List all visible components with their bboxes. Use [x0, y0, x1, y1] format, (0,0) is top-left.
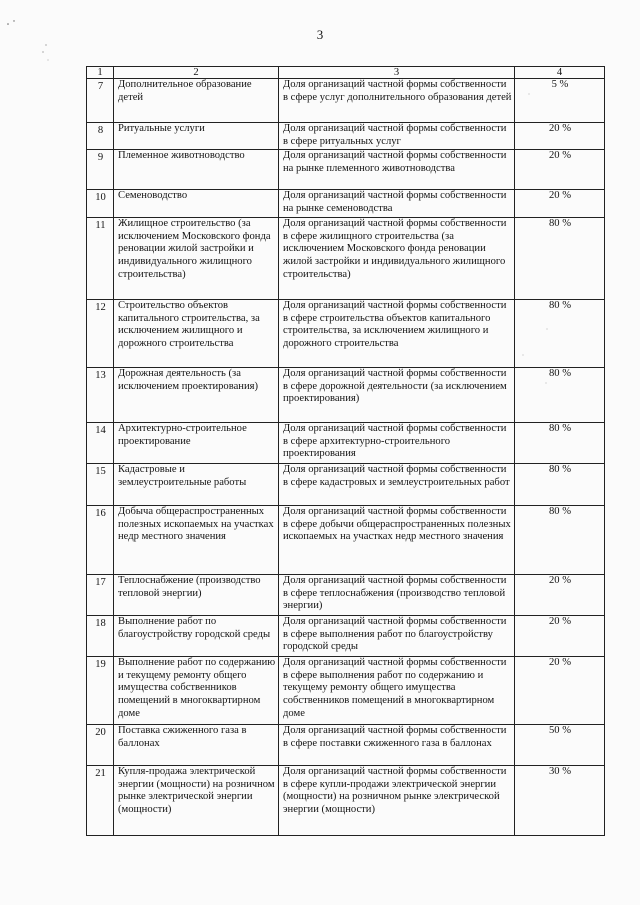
- table-header-row: [87, 67, 605, 79]
- indicator-text: Доля организаций частной формы собственности в сфере теплоснабжения (производство тепловой энергии): [279, 575, 515, 616]
- row-number: 10: [87, 190, 114, 218]
- row-number: 12: [87, 300, 114, 368]
- target-value: 20 %: [515, 575, 605, 616]
- table-row: [87, 766, 605, 836]
- row-number: 21: [87, 766, 114, 836]
- row-number: 14: [87, 423, 114, 464]
- row-number: 9: [87, 150, 114, 190]
- target-value: 80 %: [515, 506, 605, 575]
- market-name: Кадастровые и землеустроительные работы: [114, 464, 279, 506]
- market-name: Племенное животноводство: [114, 150, 279, 190]
- indicator-text: Доля организаций частной формы собственности в сфере дорожной деятельности (за исключением проектирования): [279, 368, 515, 423]
- table-row: [87, 79, 605, 123]
- row-number: 19: [87, 657, 114, 725]
- target-value: 80 %: [515, 300, 605, 368]
- row-number: 17: [87, 575, 114, 616]
- table-row: [87, 423, 605, 464]
- table-row: [87, 575, 605, 616]
- market-name: Архитектурно-строительное проектирование: [114, 423, 279, 464]
- table-row: [87, 464, 605, 506]
- target-value: 80 %: [515, 368, 605, 423]
- indicator-text: Доля организаций частной формы собственности в сфере купли-продажи электрической энергии (мощности) на розничном рынке электрической энергии (мощности): [279, 766, 515, 836]
- row-number: 13: [87, 368, 114, 423]
- market-name: Жилищное строительство (за исключением Московского фонда реновации жилой застройки и индивидуального жилищного строительства): [114, 218, 279, 300]
- row-number: 16: [87, 506, 114, 575]
- table-row: [87, 300, 605, 368]
- indicators-table: [86, 66, 605, 836]
- table-row: [87, 725, 605, 766]
- market-name: Добыча общераспространенных полезных ископаемых на участках недр местного значения: [114, 506, 279, 575]
- target-value: 5 %: [515, 79, 605, 123]
- target-value: 80 %: [515, 218, 605, 300]
- target-value: 50 %: [515, 725, 605, 766]
- market-name: Строительство объектов капитального строительства, за исключением жилищного и дорожного строительства: [114, 300, 279, 368]
- row-number: 20: [87, 725, 114, 766]
- row-number: 8: [87, 123, 114, 150]
- market-name: Выполнение работ по содержанию и текущему ремонту общего имущества собственников помещений в многоквартирном доме: [114, 657, 279, 725]
- target-value: 80 %: [515, 423, 605, 464]
- indicator-text: Доля организаций частной формы собственности в сфере услуг дополнительного образования детей: [279, 79, 515, 123]
- market-name: Дополнительное образование детей: [114, 79, 279, 123]
- market-name: Ритуальные услуги: [114, 123, 279, 150]
- table-row: [87, 657, 605, 725]
- market-name: Поставка сжиженного газа в баллонах: [114, 725, 279, 766]
- target-value: 30 %: [515, 766, 605, 836]
- target-value: 80 %: [515, 464, 605, 506]
- page-number: 3: [316, 27, 324, 42]
- indicator-text: Доля организаций частной формы собственности в сфере поставки сжиженного газа в баллонах: [279, 725, 515, 766]
- market-name: Выполнение работ по благоустройству городской среды: [114, 616, 279, 657]
- indicator-text: Доля организаций частной формы собственности в сфере добычи общераспространенных полезных ископаемых на участках недр местного значения: [279, 506, 515, 575]
- indicator-text: Доля организаций частной формы собственности в сфере выполнения работ по содержанию и текущему ремонту общего имущества собственников помещений в многоквартирном доме: [279, 657, 515, 725]
- target-value: 20 %: [515, 616, 605, 657]
- table-row: [87, 506, 605, 575]
- indicator-text: Доля организаций частной формы собственности в сфере архитектурно-строительного проектирования: [279, 423, 515, 464]
- indicator-text: Доля организаций частной формы собственности в сфере жилищного строительства (за исключением Московского фонда реновации жилой застройки и индивидуального жилищного строительства): [279, 218, 515, 300]
- target-value: 20 %: [515, 657, 605, 725]
- indicator-text: Доля организаций частной формы собственности в сфере строительства объектов капитального строительства, за исключением жилищного и дорожного строительства: [279, 300, 515, 368]
- table-row: [87, 190, 605, 218]
- table-row: [87, 616, 605, 657]
- target-value: 20 %: [515, 190, 605, 218]
- market-name: Теплоснабжение (производство тепловой энергии): [114, 575, 279, 616]
- table-row: [87, 123, 605, 150]
- indicator-text: Доля организаций частной формы собственности на рынке семеноводства: [279, 190, 515, 218]
- indicator-text: Доля организаций частной формы собственности в сфере кадастровых и землеустроительных работ: [279, 464, 515, 506]
- table-row: [87, 150, 605, 190]
- market-name: Дорожная деятельность (за исключением проектирования): [114, 368, 279, 423]
- indicator-text: Доля организаций частной формы собственности в сфере ритуальных услуг: [279, 123, 515, 150]
- table-row: [87, 218, 605, 300]
- header-cell: 4: [515, 67, 605, 79]
- row-number: 15: [87, 464, 114, 506]
- header-cell: 1: [87, 67, 114, 79]
- market-name: Семеноводство: [114, 190, 279, 218]
- row-number: 11: [87, 218, 114, 300]
- indicator-text: Доля организаций частной формы собственности в сфере выполнения работ по благоустройству городской среды: [279, 616, 515, 657]
- target-value: 20 %: [515, 150, 605, 190]
- indicator-text: Доля организаций частной формы собственности на рынке племенного животноводства: [279, 150, 515, 190]
- market-name: Купля-продажа электрической энергии (мощности) на розничном рынке электрической энергии (мощности): [114, 766, 279, 836]
- target-value: 20 %: [515, 123, 605, 150]
- header-cell: 2: [114, 67, 279, 79]
- row-number: 18: [87, 616, 114, 657]
- row-number: 7: [87, 79, 114, 123]
- table-row: [87, 368, 605, 423]
- header-cell: 3: [279, 67, 515, 79]
